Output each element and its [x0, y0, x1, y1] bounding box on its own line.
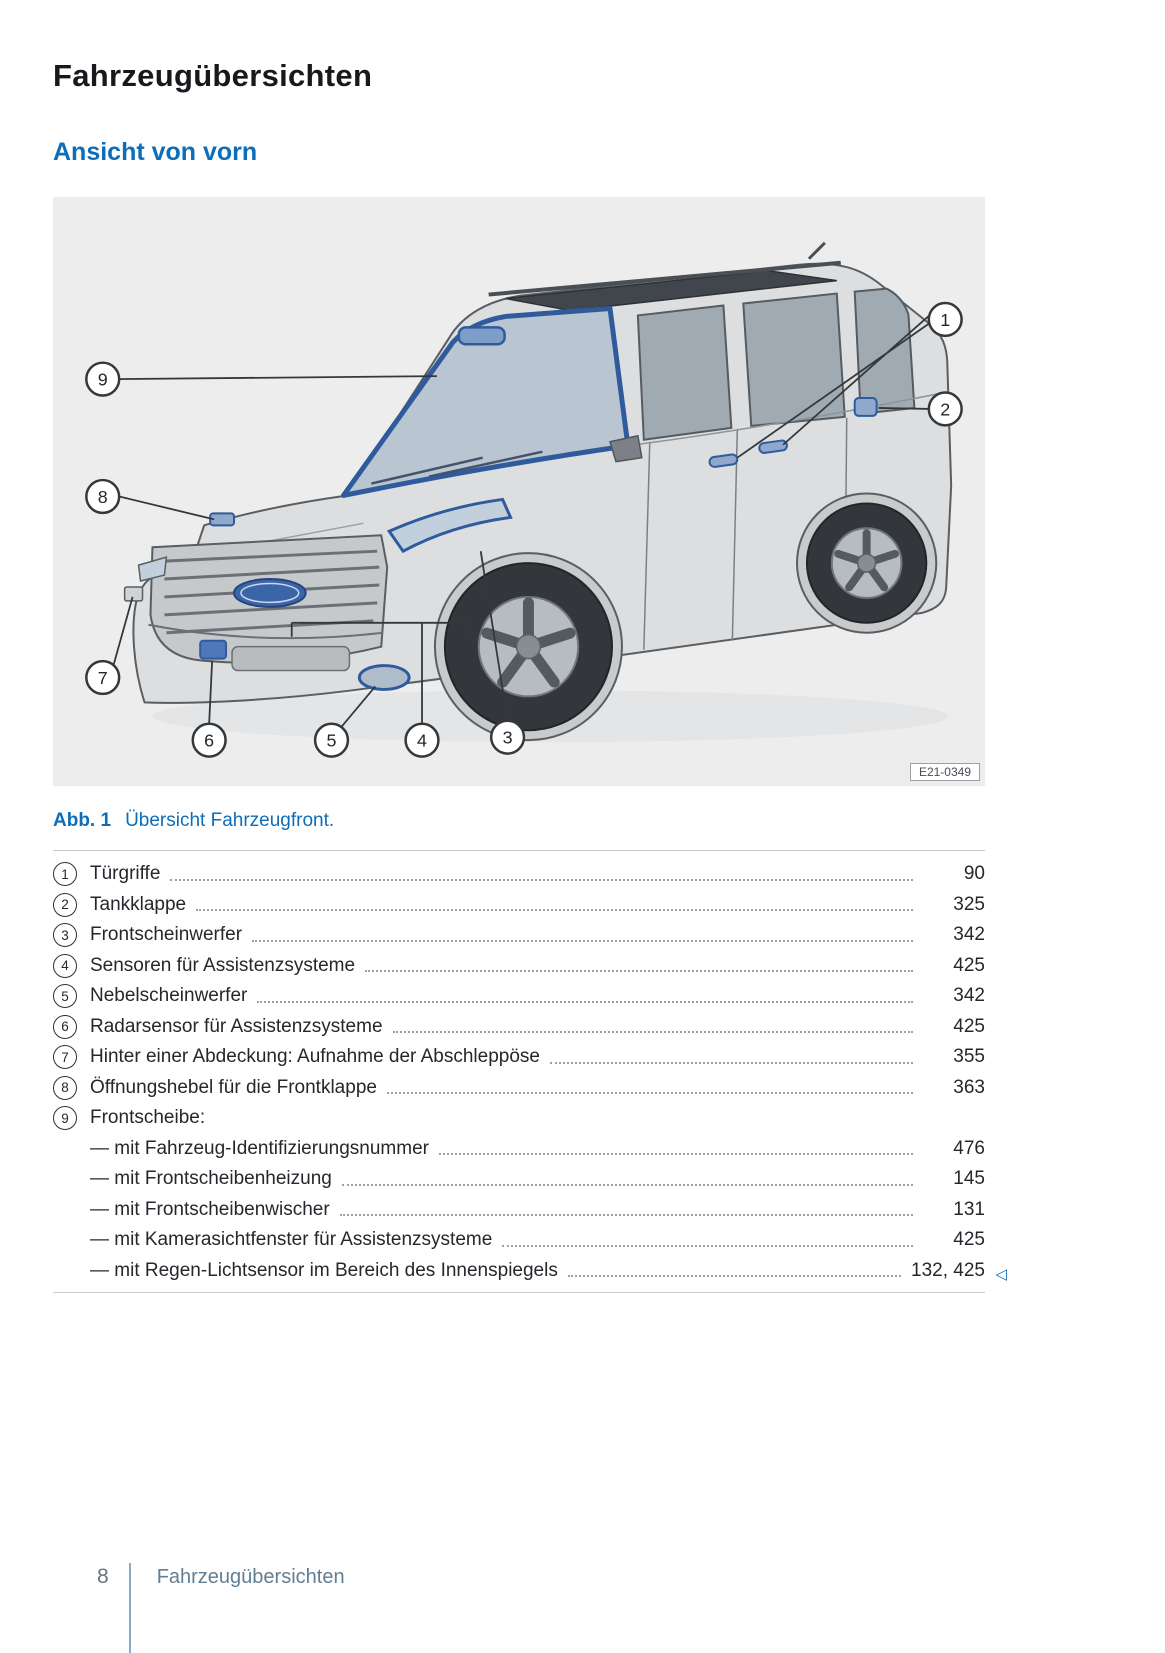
legend-num-2: 2 [53, 893, 77, 917]
legend-subpage-1: 476 [953, 1137, 985, 1159]
dot-leader [365, 959, 913, 972]
legend-subrow-3 [53, 1195, 985, 1226]
image-code-label: E21-0349 [910, 763, 980, 781]
callout-5 [315, 724, 348, 757]
legend-subpage-5: 132, 425 [911, 1259, 985, 1281]
legend-subpage-2: 145 [953, 1168, 985, 1190]
front-door-window [638, 305, 731, 439]
footer-section-title: Fahrzeugübersichten [156, 1566, 345, 1588]
legend-label-8: Öffnungshebel für die Frontklappe [90, 1076, 377, 1098]
figure-caption [53, 810, 985, 832]
dot-leader [439, 1142, 913, 1155]
tow-hook-cover [125, 587, 143, 601]
legend-page-5: 342 [953, 985, 985, 1007]
callout-line-8 [119, 496, 214, 519]
footer-page-number: 8 [97, 1565, 109, 1588]
legend-page-3: 342 [953, 924, 985, 946]
dot-leader [502, 1234, 913, 1247]
legend-num-4: 4 [53, 954, 77, 978]
legend-row-4 [53, 951, 985, 982]
dot-leader [342, 1173, 913, 1186]
van-drawing [125, 243, 952, 742]
callout-8-num: 8 [97, 486, 108, 507]
vehicle-illustration [53, 197, 985, 786]
dot-leader [340, 1203, 913, 1216]
dot-leader [196, 898, 913, 911]
legend-num-7: 7 [53, 1045, 77, 1069]
legend-list [53, 850, 1007, 1293]
legend-page-6: 425 [953, 1015, 985, 1037]
callout-9-num: 9 [97, 369, 108, 390]
legend-sublabel-5: — mit Regen-Lichtsensor im Bereich des Innenspiegels [90, 1259, 558, 1281]
callout-3 [491, 721, 524, 754]
caption-text: Übersicht Fahrzeugfront. [125, 810, 335, 831]
callout-4-num: 4 [417, 730, 427, 751]
legend-row-5 [53, 981, 985, 1012]
legend-label-9: Frontscheibe: [90, 1107, 206, 1129]
legend-row-7 [53, 1042, 985, 1073]
lower-intake [232, 647, 349, 671]
legend-num-9: 9 [53, 1106, 77, 1130]
legend-subrow-5 [53, 1256, 1007, 1287]
legend-page-7: 355 [953, 1046, 985, 1068]
dot-leader [393, 1020, 913, 1033]
callout-3-num: 3 [502, 727, 513, 748]
rear-quarter-window [855, 289, 915, 414]
fog-light [359, 666, 409, 690]
legend-label-6: Radarsensor für Assistenzsysteme [90, 1015, 383, 1037]
legend-row-2 [53, 890, 985, 921]
legend-page-2: 325 [953, 893, 985, 915]
footer-divider [129, 1563, 131, 1653]
page-footer [97, 1563, 345, 1653]
antenna [809, 243, 825, 259]
legend-sublabel-2: — mit Frontscheibenheizung [90, 1168, 332, 1190]
legend-label-2: Tankklappe [90, 893, 187, 915]
camera-window [459, 327, 505, 344]
sliding-door-window [743, 294, 844, 426]
legend-row-6 [53, 1012, 985, 1043]
dot-leader [252, 929, 913, 942]
callout-line-9 [119, 376, 437, 379]
legend-subpage-4: 425 [953, 1229, 985, 1251]
caption-label: Abb. 1 [53, 810, 112, 831]
callout-1-num: 1 [940, 309, 951, 330]
callout-line-7 [114, 597, 133, 665]
callout-2-num: 2 [940, 399, 951, 420]
legend-label-4: Sensoren für Assistenzsysteme [90, 954, 356, 976]
legend-row-8 [53, 1073, 985, 1104]
dot-leader [550, 1051, 913, 1064]
callout-4 [406, 724, 439, 757]
legend-row-3 [53, 920, 985, 951]
legend-num-5: 5 [53, 984, 77, 1008]
legend-label-7: Hinter einer Abdeckung: Aufnahme der Abschleppöse [90, 1046, 540, 1068]
section-heading: Ansicht von vorn [53, 138, 258, 166]
legend-num-6: 6 [53, 1015, 77, 1039]
legend-sublabel-3: — mit Frontscheibenwischer [90, 1198, 330, 1220]
legend-row-9 [53, 1103, 985, 1134]
page-title: Fahrzeugübersichten [53, 58, 373, 93]
legend-subrow-1 [53, 1134, 985, 1165]
legend-num-1: 1 [53, 862, 77, 886]
legend-sublabel-1: — mit Fahrzeug-Identifizierungsnummer [90, 1137, 429, 1159]
legend-subrow-4 [53, 1225, 985, 1256]
dot-leader [387, 1081, 913, 1094]
vehicle-figure [53, 197, 985, 786]
dot-leader [257, 990, 913, 1003]
callout-line-2 [879, 408, 930, 409]
legend-num-3: 3 [53, 923, 77, 947]
callout-7-num: 7 [97, 667, 108, 688]
fuel-door [855, 398, 877, 416]
legend-row-1 [53, 859, 985, 890]
callout-9 [86, 363, 119, 396]
legend-page-1: 90 [963, 863, 985, 885]
callout-6-num: 6 [204, 730, 215, 751]
legend-sublabel-4: — mit Kamerasichtfenster für Assistenzsysteme [90, 1229, 493, 1251]
dot-leader [568, 1264, 901, 1277]
legend-page-8: 363 [953, 1076, 985, 1098]
callout-7 [86, 661, 119, 694]
rear-wheel [807, 503, 926, 622]
callout-2 [929, 393, 962, 426]
legend-page-4: 425 [953, 954, 985, 976]
legend-subrow-2 [53, 1164, 985, 1195]
radar-sensor [200, 641, 226, 659]
legend-label-5: Nebelscheinwerfer [90, 985, 248, 1007]
callout-6 [193, 724, 226, 757]
legend-label-3: Frontscheinwerfer [90, 924, 243, 946]
legend-num-8: 8 [53, 1076, 77, 1100]
legend-subpage-3: 131 [953, 1198, 985, 1220]
dot-leader [170, 868, 913, 881]
continue-marker-icon: ◁ [995, 1265, 1007, 1283]
callout-5-num: 5 [326, 730, 337, 751]
callout-1 [929, 303, 962, 336]
callout-8 [86, 480, 119, 513]
legend-label-1: Türgriffe [90, 863, 161, 885]
front-wheel [445, 563, 612, 730]
